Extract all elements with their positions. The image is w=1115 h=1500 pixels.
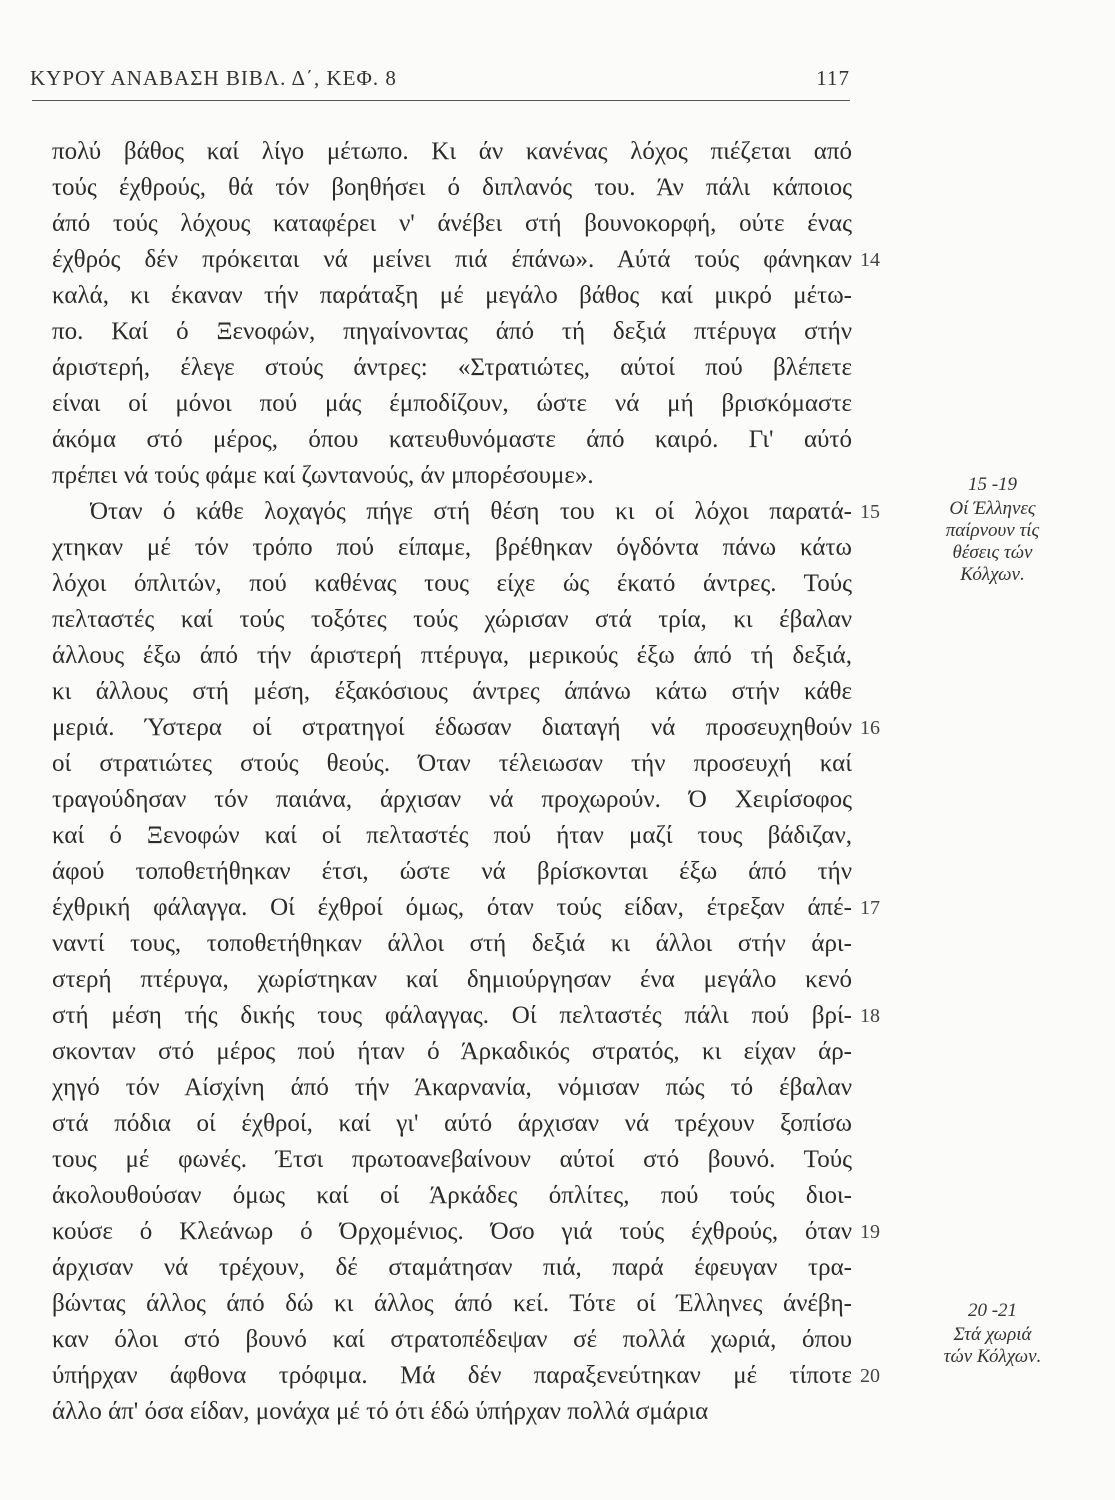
side-note-line: θέσεις τών xyxy=(952,542,1033,563)
text-line: άκολουθούσαν όμως καί οί Άρκάδες όπλίτες, πού τούς διοι- xyxy=(52,1182,852,1209)
text-line: τούς έχθρούς, θά τόν βοηθήσει ό διπλανός του. Άν πάλι κάποιος xyxy=(52,174,852,201)
text-line: χτηκαν μέ τόν τρόπο πού είπαμε, βρέθηκαν όγδόντα πάνω κάτω xyxy=(52,534,852,561)
text-line: έχθρική φάλαγγα. Οί έχθροί όμως, όταν τούς είδαν, έτρεξαν άπέ- xyxy=(52,894,852,921)
text-line: καί ό Ξενοφών καί οί πελταστές πού ήταν μαζί τους βάδιζαν, xyxy=(52,822,852,849)
text-line: ύπήρχαν άφθονα τρόφιμα. Μά δέν παραξενεύτηκαν μέ τίποτε xyxy=(52,1362,852,1389)
text-line: άλλους έξω άπό τήν άριστερή πτέρυγα, μερικούς έξω άπό τή δεξιά, xyxy=(52,642,852,669)
side-note-line: Στά χωριά xyxy=(953,1324,1032,1345)
section-number: 18 xyxy=(860,1005,880,1027)
section-number: 15 xyxy=(860,501,880,523)
section-number: 19 xyxy=(860,1221,880,1243)
text-line: κούσε ό Κλεάνωρ ό Όρχομένιος. Όσο γιά τούς έχθρούς, όταν xyxy=(52,1218,852,1245)
running-head-title: ΚΥΡΟΥ ΑΝΑΒΑΣΗ ΒΙΒΛ. Δ΄, ΚΕΦ. 8 xyxy=(30,66,397,90)
side-note-range: 15 -19 xyxy=(967,474,1018,495)
text-line: Όταν ό κάθε λοχαγός πήγε στή θέση του κι οί λόχοι παρατά- xyxy=(90,498,852,525)
text-line: άκόμα στό μέρος, όπου κατευθυνόμαστε άπό καιρό. Γι' αύτό xyxy=(52,426,852,453)
section-number: 17 xyxy=(860,897,880,919)
text-line: άλλο άπ' όσα είδαν, μονάχα μέ τό ότι έδώ ύπήρχαν πολλά σμάρια xyxy=(52,1398,709,1425)
text-line: πελταστές καί τούς τοξότες τούς χώρισαν στά τρία, κι έβαλαν xyxy=(52,606,852,633)
text-line: χηγό τόν Αίσχίνη άπό τήν Άκαρνανία, νόμισαν πώς τό έβαλαν xyxy=(52,1074,852,1101)
side-note-line: Οί Έλληνες xyxy=(949,498,1036,519)
side-note-line: τών Κόλχων. xyxy=(943,1346,1042,1367)
side-note-line: παίρνουν τίς xyxy=(945,520,1040,541)
text-line: είναι οί μόνοι πού μάς έμποδίζουν, ώστε νά μή βρισκόμαστε xyxy=(52,390,852,417)
text-line: άρχισαν νά τρέχουν, δέ σταμάτησαν πιά, παρά έφευγαν τρα- xyxy=(52,1254,852,1281)
section-number: 16 xyxy=(860,717,880,739)
text-line: λόχοι όπλιτών, πού καθένας τους είχε ώς έκατό άντρες. Τούς xyxy=(52,570,852,597)
text-line: στά πόδια οί έχθροί, καί γι' αύτό άρχισαν νά τρέχουν ξοπίσω xyxy=(52,1110,852,1137)
text-line: σκονταν στό μέρος πού ήταν ό Άρκαδικός στρατός, κι είχαν άρ- xyxy=(52,1038,852,1065)
side-note xyxy=(905,474,1080,586)
page-number: 117 xyxy=(816,66,850,90)
text-line: τραγούδησαν τόν παιάνα, άρχισαν νά προχωρούν. Ό Χειρίσοφος xyxy=(52,786,852,813)
text-line: κι άλλους στή μέση, έξακόσιους άντρες άπάνω κάτω στήν κάθε xyxy=(52,678,852,705)
text-line: πο. Καί ό Ξενοφών, πηγαίνοντας άπό τή δεξιά πτέρυγα στήν xyxy=(52,318,852,345)
side-note-line: Κόλχων. xyxy=(960,564,1025,585)
text-line: πολύ βάθος καί λίγο μέτωπο. Κι άν κανένας λόχος πιέζεται από xyxy=(52,138,852,165)
side-note-range: 20 -21 xyxy=(967,1300,1018,1321)
section-number: 20 xyxy=(860,1365,880,1387)
text-line: βώντας άλλος άπό δώ κι άλλος άπό κεί. Τότε οί Έλληνες άνέβη- xyxy=(52,1290,852,1317)
text-line: άφού τοποθετήθηκαν έτσι, ώστε νά βρίσκονται έξω άπό τήν xyxy=(52,858,852,885)
text-line: ναντί τους, τοποθετήθηκαν άλλοι στή δεξιά κι άλλοι στήν άρι- xyxy=(52,930,852,957)
text-line: άριστερή, έλεγε στούς άντρες: «Στρατιώτες, αύτοί πού βλέπετε xyxy=(52,354,852,381)
text-line: έχθρός δέν πρόκειται νά μείνει πιά έπάνω». Αύτά τούς φάνηκαν xyxy=(52,246,852,273)
text-line: τους μέ φωνές. Έτσι πρωτοανεβαίνουν αύτοί στό βουνό. Τούς xyxy=(52,1146,852,1173)
section-number: 14 xyxy=(860,249,880,271)
text-line: μεριά. Ύστερα οί στρατηγοί έδωσαν διαταγή νά προσευχηθούν xyxy=(52,714,852,741)
running-head xyxy=(30,66,850,96)
text-line: καν όλοι στό βουνό καί στρατοπέδεψαν σέ πολλά χωριά, όπου xyxy=(52,1326,852,1353)
text-line: οί στρατιώτες στούς θεούς. Όταν τέλειωσαν τήν προσευχή καί xyxy=(52,750,852,777)
text-line: στερή πτέρυγα, χωρίστηκαν καί δημιούργησαν ένα μεγάλο κενό xyxy=(52,966,852,993)
side-note xyxy=(905,1300,1080,1368)
text-line: στή μέση τής δικής τους φάλαγγας. Οί πελταστές πάλι πού βρί- xyxy=(52,1002,852,1029)
text-line: πρέπει νά τούς φάμε καί ζωντανούς, άν μπορέσουμε». xyxy=(52,462,594,489)
header-rule xyxy=(32,100,850,101)
text-line: καλά, κι έκαναν τήν παράταξη μέ μεγάλο βάθος καί μικρό μέτω- xyxy=(52,282,852,309)
text-line: άπό τούς λόχους καταφέρει ν' άνέβει στή βουνοκορφή, ούτε ένας xyxy=(52,210,852,237)
